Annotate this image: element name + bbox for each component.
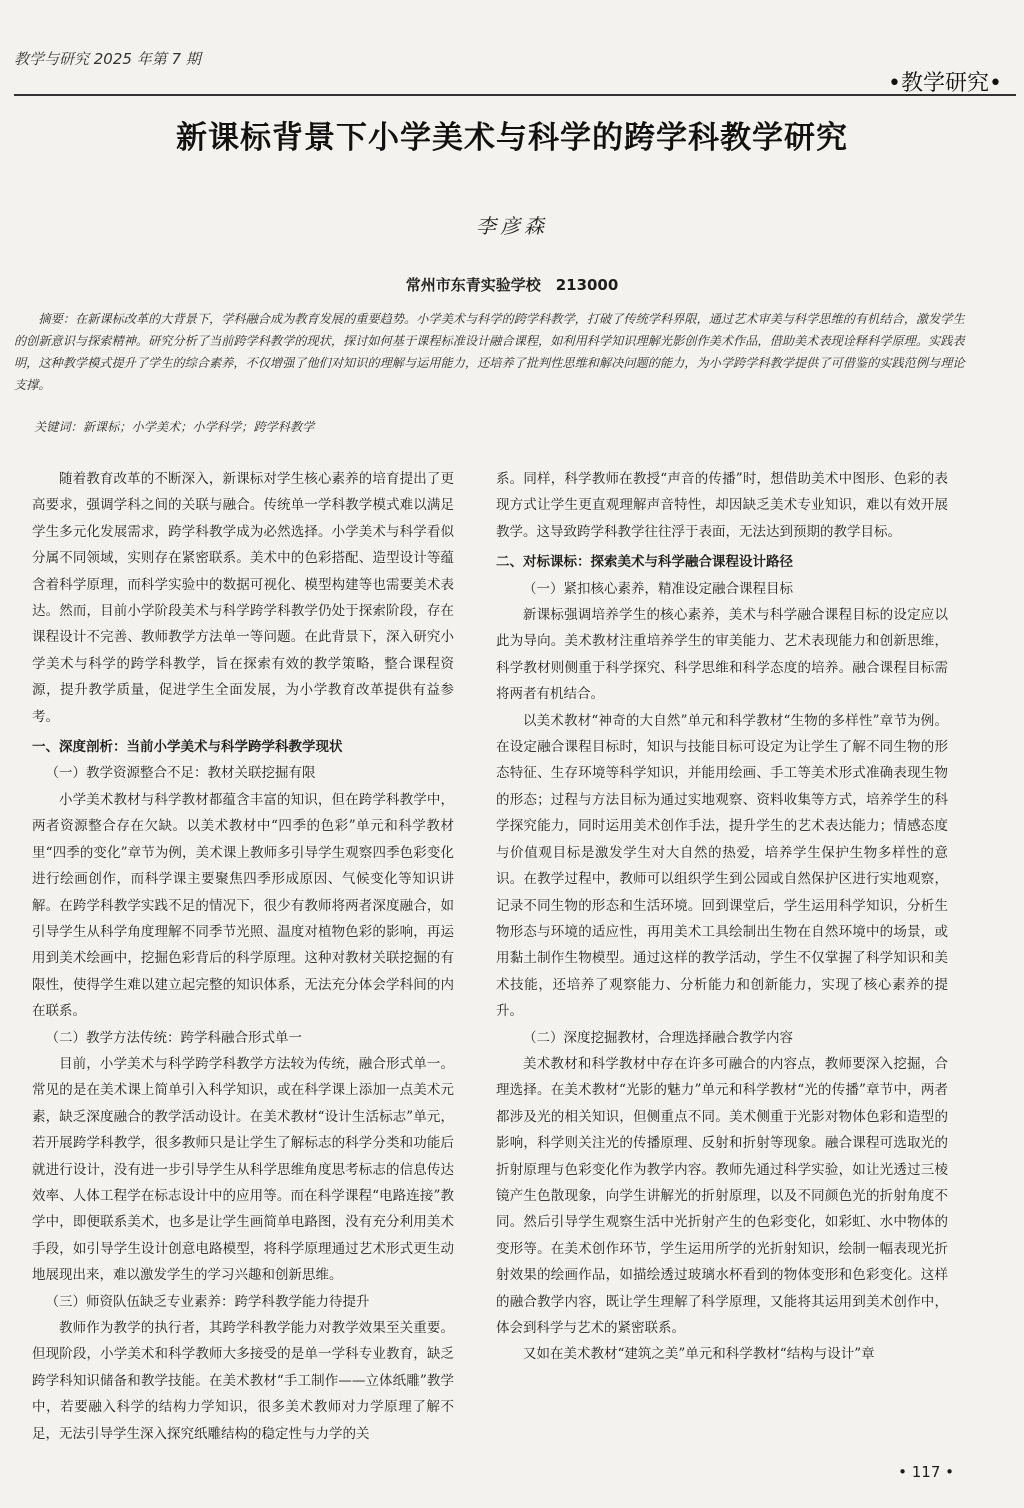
subsection-heading-1-1: （一）教学资源整合不足：教材关联挖掘有限 xyxy=(45,765,316,782)
section-heading-2: 二、对标课标：探索美术与科学融合课程设计路径 xyxy=(496,554,793,571)
left-column xyxy=(32,466,454,1447)
page-number: • 117 • xyxy=(898,1463,954,1481)
subsection-heading-1-2: （二）教学方法传统：跨学科融合形式单一 xyxy=(45,1029,302,1046)
continued-paragraph: 系。同样，科学教师在教授“声音的传播”时，想借助美术中图形、色彩的表现方式让学生更直观理解声音特性，却因缺乏美术专业知识，难以有效开展教学。这导致跨学科教学往往浮于表面，无法达到预期的教学目标。 xyxy=(496,471,948,540)
paragraph: 小学美术教材与科学教材都蕴含丰富的知识，但在跨学科教学中，两者资源整合存在欠缺。以美术教材中“四季的色彩”单元和科学教材里“四季的变化”章节为例，美术课上教师多引导学生观察四季色彩变化进行绘画创作，而科学课主要聚焦四季形成原因、气候变化等知识讲解。在跨学科教学实践不足的情况下，很少有教师将两者深度融合，如引导学生从科学角度理解不同季节光照、温度对植物色彩的影响，再运用到美术绘画中，挖掘色彩背后的科学原理。这种对教材关联挖掘的有限性，使得学生难以建立起完整的知识体系，无法充分体会学科间的内在联系。 xyxy=(32,791,454,1020)
keywords: 关键词：新课标；小学美术；小学科学；跨学科教学 xyxy=(34,420,315,434)
running-head: 教学与研究 2025 年第 7 期 xyxy=(14,50,201,68)
header-rule xyxy=(14,94,1016,96)
section-heading-1: 一、深度剖析：当前小学美术与科学跨学科教学现状 xyxy=(32,739,343,756)
author-affiliation: 常州市东青实验学校 213000 xyxy=(405,276,619,294)
paragraph: 新课标强调培养学生的核心素养，美术与科学融合课程目标的设定应以此为导向。美术教材注重培养学生的审美能力、艺术表现能力和创新思维，科学教材则侧重于科学探究、科学思维和科学态度的培养。融合课程目标需将两者有机结合。 xyxy=(496,607,948,703)
abstract: 摘要：在新课标改革的大背景下，学科融合成为教育发展的重要趋势。小学美术与科学的跨学科教学，打破了传统学科界限，通过艺术审美与科学思维的有机结合，激发学生的创新意识与探索精神。研究分析了当前跨学科教学的现状，探讨如何基于课程标准设计融合课程，如利用科学知识理解光影创作美术作品，借助美术表现诠释科学原理。实践表明，这种教学模式提升了学生的综合素养，不仅增强了他们对知识的理解与运用能力，还培养了批判性思维和解决问题的能力，为小学跨学科教学提供了可借鉴的实践范例与理论支撑。 xyxy=(14,312,965,392)
author-name: 李彦森 xyxy=(476,214,548,238)
subsection-heading-2-1: （一）紧扣核心素养，精准设定融合课程目标 xyxy=(523,580,793,597)
paragraph: 目前，小学美术与科学跨学科教学方法较为传统，融合形式单一。常见的是在美术课上简单引入科学知识，或在科学课上添加一点美术元素，缺乏深度融合的教学活动设计。在美术教材“设计生活标志”单元，若开展跨学科教学，很多教师只是让学生了解标志的科学分类和功能后就进行设计，没有进一步引导学生从科学思维角度思考标志的信息传达效率、人体工程学在标志设计中的应用等。而在科学课程“电路连接”教学中，即便联系美术，也多是让学生画简单电路图，没有充分利用美术手段，如引导学生设计创意电路模型，将科学原理通过艺术形式更生动地展现出来，难以激发学生的学习兴趣和创新思维。 xyxy=(32,1055,454,1284)
section-tag: •教学研究• xyxy=(888,71,1002,96)
paragraph: 教师作为教学的执行者，其跨学科教学能力对教学效果至关重要。但现阶段，小学美术和科学教师大多接受的是单一学科专业教育，缺乏跨学科知识储备和教学技能。在美术教材“手工制作——立体纸雕”教学中，若要融入科学的结构力学知识，很多美术教师对力学原理了解不足，无法引导学生深入探究纸雕结构的稳定性与力学的关 xyxy=(32,1320,454,1442)
subsection-heading-1-3: （三）师资队伍缺乏专业素养：跨学科教学能力待提升 xyxy=(45,1293,370,1310)
paragraph: 又如在美术教材“建筑之美”单元和科学教材“结构与设计”章 xyxy=(523,1346,875,1363)
intro-paragraph: 随着教育改革的不断深入，新课标对学生核心素养的培育提出了更高要求，强调学科之间的关联与融合。传统单一学科教学模式难以满足学生多元化发展需求，跨学科教学成为必然选择。小学美术与科学看似分属不同领域，实则存在紧密联系。美术中的色彩搭配、造型设计等蕴含着科学原理，而科学实验中的数据可视化、模型构建等也需要美术表达。然而，目前小学阶段美术与科学跨学科教学仍处于探索阶段，存在课程设计不完善、教师教学方法单一等问题。在此背景下，深入研究小学美术与科学的跨学科教学，旨在探索有效的教学策略，整合课程资源，提升教学质量，促进学生全面发展，为小学教育改革提供有益参考。 xyxy=(32,471,454,725)
article-title: 新课标背景下小学美术与科学的跨学科教学研究 xyxy=(176,120,848,156)
right-column xyxy=(496,466,948,1368)
paragraph: 以美术教材“神奇的大自然”单元和科学教材“生物的多样性”章节为例。在设定融合课程目标时，知识与技能目标可设定为让学生了解不同生物的形态特征、生存环境等科学知识，并能用绘画、手工等美术形式准确表现生物的形态；过程与方法目标为通过实地观察、资料收集等方式，培养学生的科学探究能力，同时运用美术创作手法，提升学生的艺术表达能力；情感态度与价值观目标是激发学生对大自然的热爱，培养学生保护生物多样性的意识。在教学过程中，教师可以组织学生到公园或自然保护区进行实地观察，记录不同生物的形态和生活环境。回到课堂后，学生运用科学知识，分析生物形态与环境的适应性，再用美术工具绘制出生物在自然环境中的场景，或用黏土制作生物模型。通过这样的教学活动，学生不仅掌握了科学知识和美术技能，还培养了观察能力、分析能力和创新能力，实现了核心素养的提升。 xyxy=(496,712,948,1020)
paragraph: 美术教材和科学教材中存在许多可融合的内容点，教师要深入挖掘，合理选择。在美术教材“光影的魅力”单元和科学教材“光的传播”章节中，两者都涉及光的相关知识，但侧重点不同。美术侧重于光影对物体色彩和造型的影响，科学则关注光的传播原理、反射和折射等现象。融合课程可选取光的折射原理与色彩变化作为教学内容。教师先通过科学实验，如让光透过三棱镜产生色散现象，向学生讲解光的折射原理，以及不同颜色光的折射角度不同。然后引导学生观察生活中光折射产生的色彩变化，如彩虹、水中物体的变形等。在美术创作环节，学生运用所学的光折射知识，绘制一幅表现光折射效果的绘画作品，如描绘透过玻璃水杯看到的物体变形和色彩变化。这样的融合教学内容，既让学生理解了科学原理，又能将其运用到美术创作中，体会到科学与艺术的紧密联系。 xyxy=(496,1055,948,1336)
subsection-heading-2-2: （二）深度挖掘教材，合理选择融合教学内容 xyxy=(523,1029,793,1046)
